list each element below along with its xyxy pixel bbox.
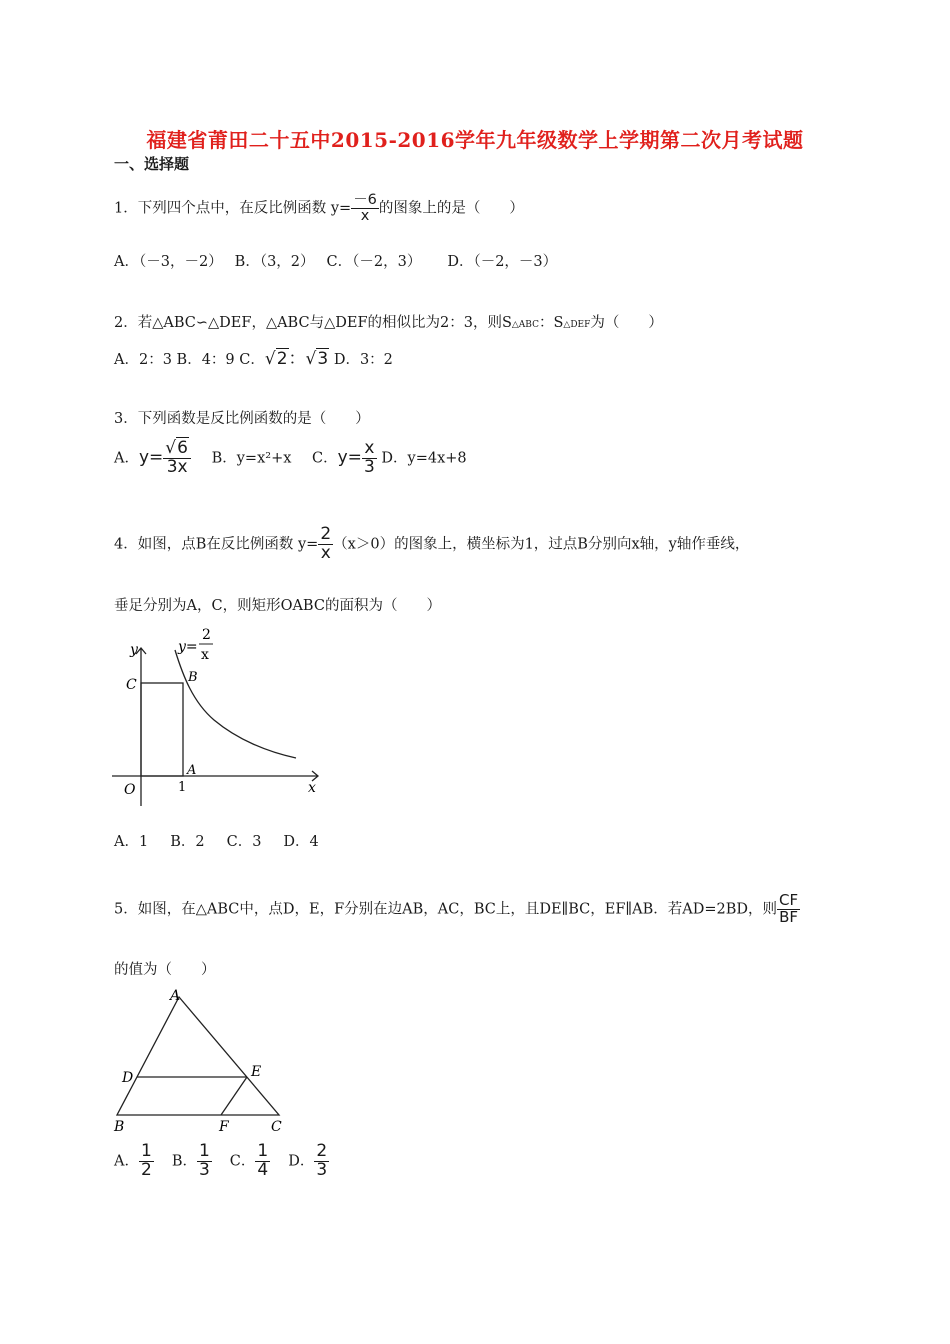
label-y: y [130,642,138,658]
question-1 [114,193,524,224]
curve-label-y: y= [178,639,198,655]
q2-sub-1: △ABC [511,320,539,330]
q5-option-c-label: C． [229,1153,256,1170]
q5-figure [108,985,298,1135]
q1-fraction-num: －6 [353,192,377,208]
q2-options [114,344,393,369]
q5-option-a-den: 2 [140,1159,152,1180]
q3-option-c-label: C． [312,450,338,467]
q5-options [114,1143,329,1180]
q4-fraction [318,526,333,563]
label-one: 1 [178,780,187,795]
q4-option-a: A．1 [114,834,149,850]
q2-option-a: A．2：3 [114,352,172,368]
label-a: A [170,988,181,1004]
label-o: O [124,782,136,798]
q5-option-c-num: 1 [257,1141,269,1161]
q4-fraction-num: 2 [320,524,332,544]
q3-option-a-y: y= [138,447,164,468]
label-b: B [188,670,198,685]
question-5 [114,893,800,926]
q5-fraction-num: CF [779,891,799,909]
label-x: x [308,780,316,796]
hyperbola-curve [175,650,296,758]
label-e: E [251,1064,262,1080]
page-title: 福建省莆田二十五中2015-2016学年九年级数学上学期第二次月考试题 [146,128,804,152]
q3-option-a-den: 3x [166,456,188,477]
q5-fraction-den: BF [779,907,799,926]
label-b: B [114,1119,125,1135]
q2-ratio-sep: ： [288,349,306,369]
q2-option-b: B．4：9 [176,352,235,368]
q1-option-a: A．（－3，－2） [114,254,223,270]
q4-options [114,830,319,851]
q4-figure [108,622,338,812]
curve-label-num: 2 [202,627,211,643]
q2-text-1: 2．若△ABC∽△DEF，△ABC与△DEF的相似比为2：3，则S [114,315,512,331]
label-c: C [271,1119,282,1135]
q5-option-d-den: 3 [316,1159,328,1180]
q5-option-a-fraction [139,1143,154,1180]
rectangle-oabc [141,683,183,776]
q1-stem-post: 的图象上的是（ ） [378,200,524,217]
q2-text-3: 为（ ） [590,315,663,331]
q4-stem-post: （x＞0）的图象上，横坐标为1，过点B分别向x轴，y轴作垂线， [333,536,750,553]
question-2 [114,311,663,332]
q3-option-a-fraction [163,440,191,477]
q4-option-c: C．3 [226,834,262,850]
q5-option-d-label: D． [288,1153,315,1170]
q5-stem-pre: 5．如图，在△ABC中，点D，E，F分别在边AB，AC，BC上，且DE∥BC，EF∥AB．若AD=2BD，则 [114,901,777,918]
q2-radicand-2: 3 [317,349,329,369]
q3-option-a-label: A． [114,450,139,467]
q3-option-a-num: √6 [163,440,191,459]
q5-option-a-num: 1 [140,1141,152,1161]
label-f: F [219,1119,229,1135]
q5-option-a-label: A． [114,1153,139,1170]
q5-fraction [777,893,800,926]
question-3: 3．下列函数是反比例函数的是（ ） [114,411,370,427]
q2-option-d: D．3：2 [333,352,393,368]
q5-option-b-fraction [197,1143,212,1180]
q1-option-b: B．（3，2） [234,254,315,270]
curve-label-den: x [201,647,209,663]
q1-fraction [351,193,379,224]
q2-text-2: ：S [538,315,564,331]
q2-radicand-1: 2 [276,349,288,369]
q5-option-c-den: 4 [257,1159,269,1180]
q4-stem-line-2: 垂足分别为A，C，则矩形OABC的面积为（ ） [114,598,441,614]
q5-option-c-fraction [255,1143,270,1180]
q2-option-c-expr: √2：√3 [264,349,329,369]
triangle-abc [117,997,279,1115]
q5-stem-line-2: 的值为（ ） [114,962,216,978]
q3-options [114,440,467,477]
label-c: C [126,677,137,693]
q4-fraction-den: x [320,542,331,563]
q1-fraction-den: x [360,208,370,225]
q1-option-d: D．（－2，－3） [447,254,558,270]
question-4 [114,526,749,563]
q1-stem-pre: 1．下列四个点中，在反比例函数 y= [114,200,352,217]
q4-option-d: D．4 [283,834,319,850]
q4-stem-pre: 4．如图，点B在反比例函数 y= [114,536,319,553]
q2-option-c-label: C． [239,352,265,368]
q5-option-b-label: B． [171,1153,197,1170]
q3-option-c-y: y= [337,447,362,468]
q3-option-c-fraction [362,440,377,477]
q2-sub-2: △DEF [563,320,591,330]
q5-option-d-fraction [314,1143,329,1180]
label-d: D [122,1070,134,1086]
q4-option-b: B．2 [170,834,205,850]
q1-option-c: C．（－2，3） [326,254,422,270]
q3-option-c-den: 3 [363,456,375,477]
segment-ef [221,1077,247,1115]
q1-options [114,250,557,271]
q3-option-b: B．y=x²+x [211,450,292,467]
q5-option-b-num: 1 [198,1141,210,1161]
q5-option-d-num: 2 [316,1141,328,1161]
q3-option-a-radicand: 6 [177,438,188,458]
q3-option-c-num: x [362,440,377,459]
label-a: A [187,763,197,778]
section-heading: 一、选择题 [114,155,190,173]
q3-option-d: D．y=4x+8 [381,450,467,467]
q5-option-b-den: 3 [198,1159,210,1180]
